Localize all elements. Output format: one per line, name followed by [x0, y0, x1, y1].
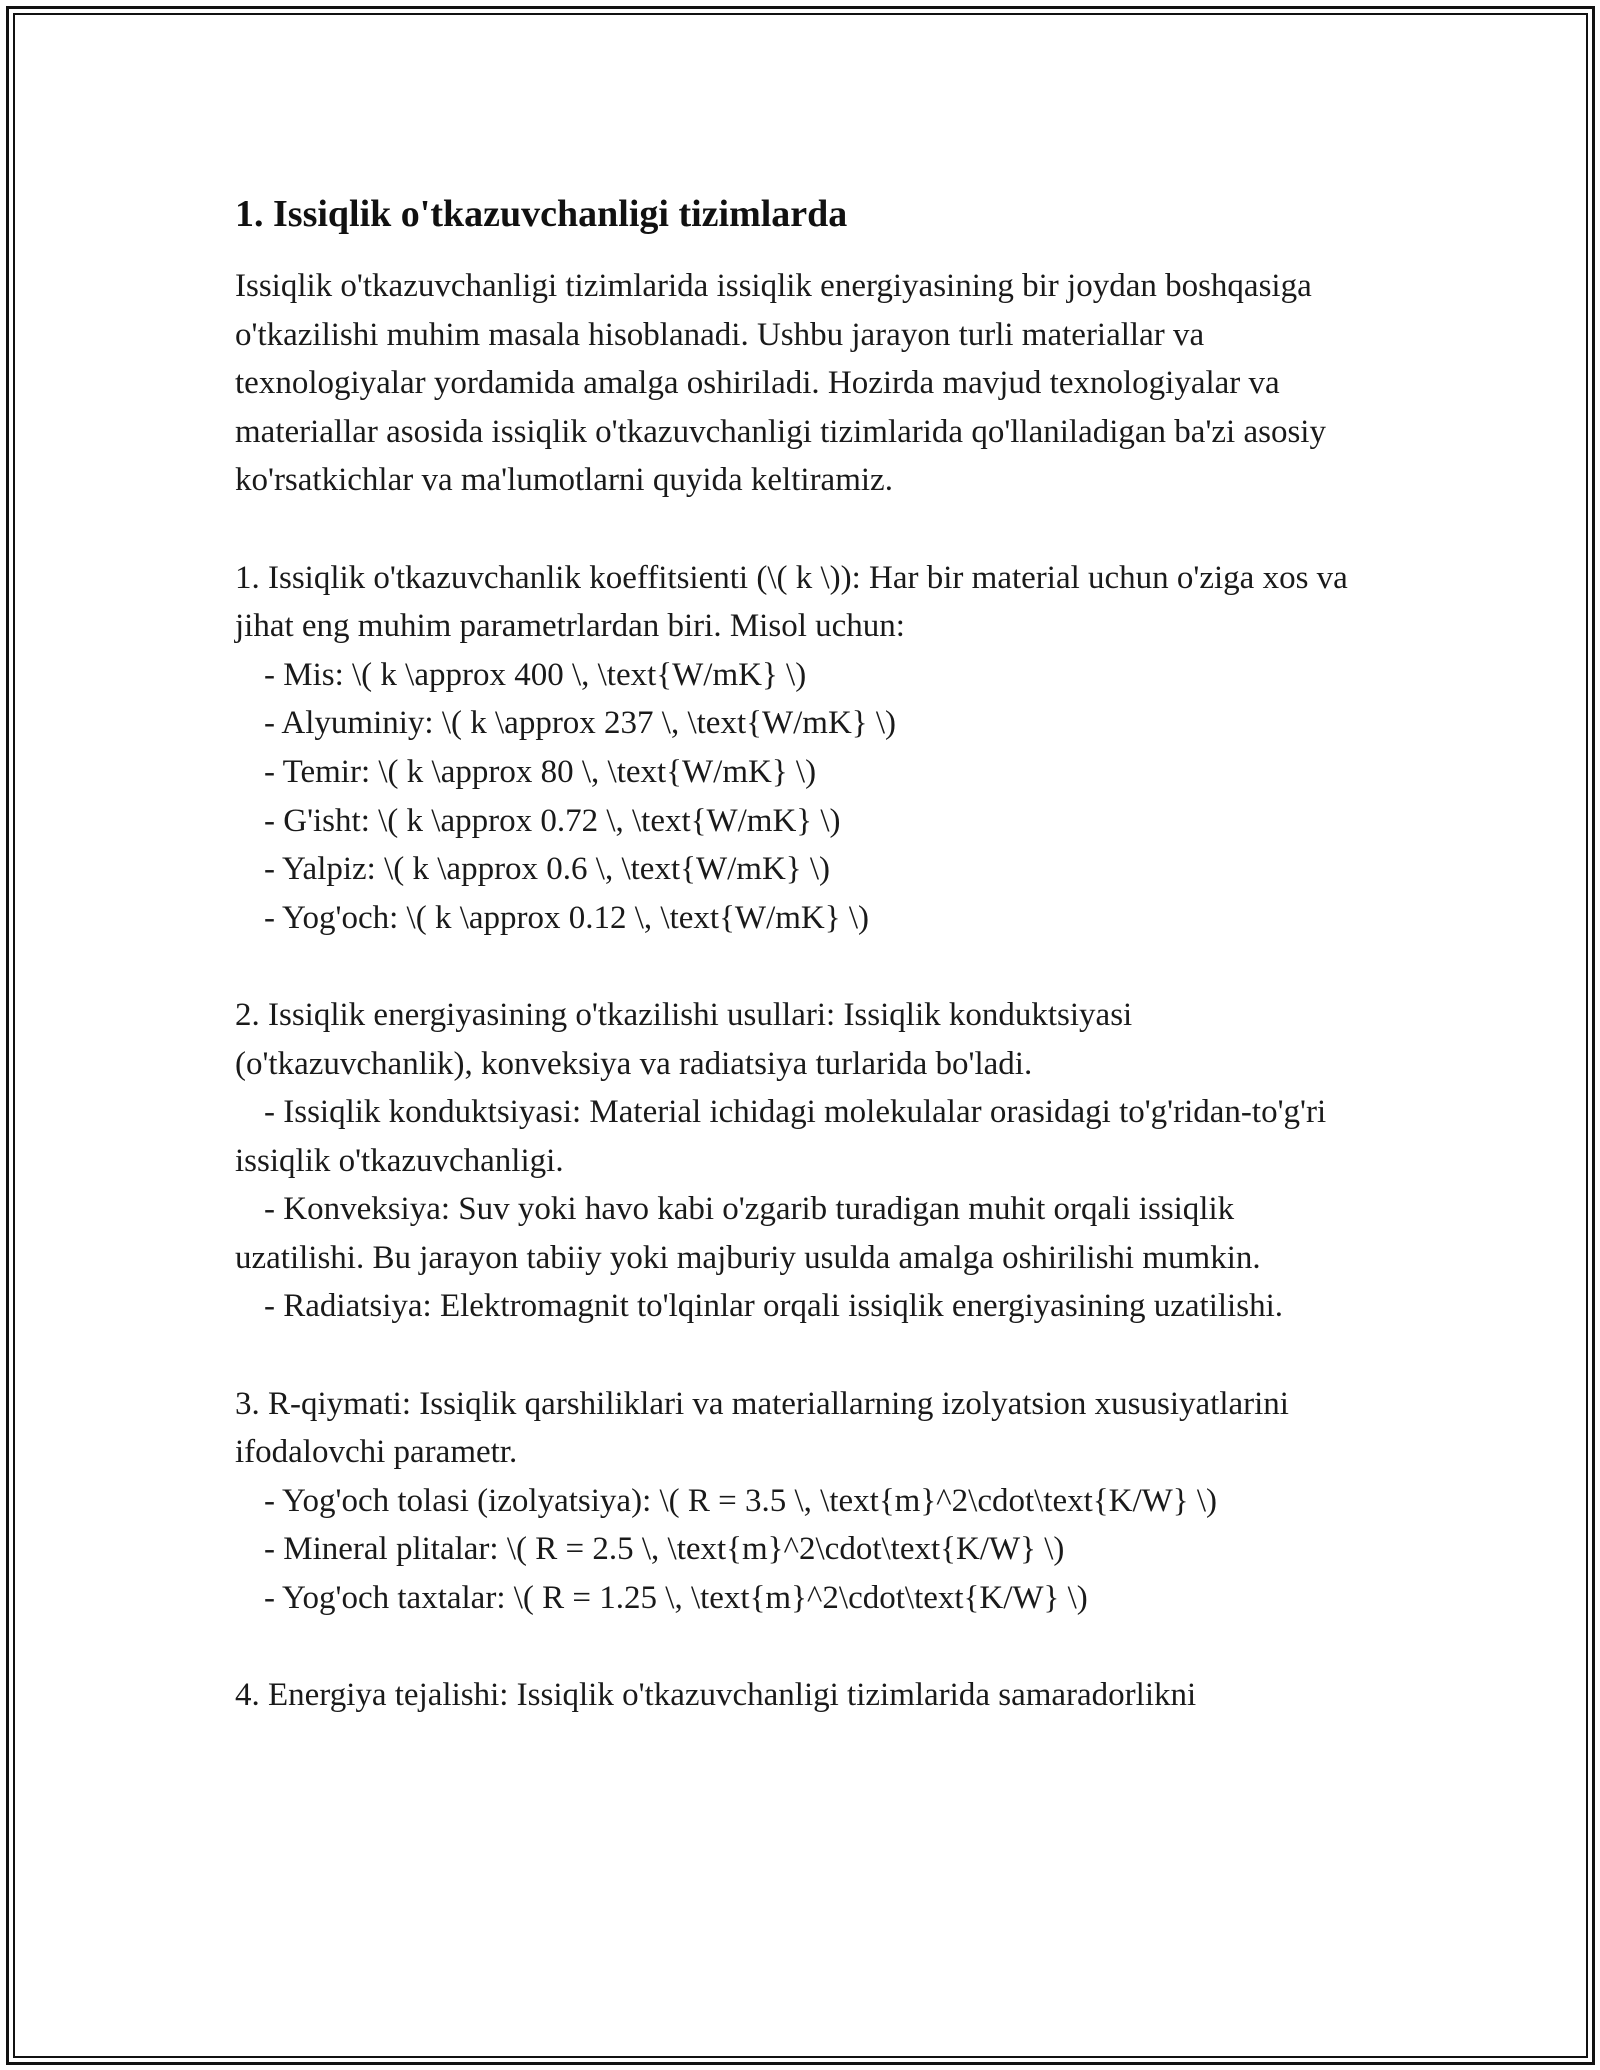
list-item: - Yog'och tolasi (izolyatsiya): \( R = 3.5 \, \text{m}^2\cdot\text{K/W} \)	[264, 1482, 1218, 1519]
section-r-value	[235, 1380, 1365, 1623]
list-item: - Yog'och taxtalar: \( R = 1.25 \, \text{m}^2\cdot\text{K/W} \)	[264, 1580, 1088, 1617]
list-item: - Alyuminiy: \( k \approx 237 \, \text{W/mK} \)	[264, 705, 897, 742]
list-item: - Issiqlik konduktsiyasi: Material ichidagi molekulalar orasidagi to'g'ridan-to'g'ri issiqlik o'tkazuvchanligi.	[235, 1094, 1335, 1179]
section-4-lead: 4. Energiya tejalishi: Issiqlik o'tkazuvchanligi tizimlarida samaradorlikni	[235, 1677, 1197, 1714]
intro-paragraph: Issiqlik o'tkazuvchanligi tizimlarida issiqlik energiyasining bir joydan boshqasiga o'tkazilishi muhim masala hisoblanadi. Ushbu jarayon turli materiallar va texnologiyalar yordamida amalga oshiriladi. Hozirda mavjud texnologiyalar va materiallar asosida issiqlik o'tkazuvchanligi tizimlarida qo'llaniladigan ba'zi asosiy ko'rsatkichlar va ma'lumotlarni quyida keltiramiz.	[235, 268, 1335, 499]
list-item: - Mineral plitalar: \( R = 2.5 \, \text{m}^2\cdot\text{K/W} \)	[264, 1531, 1065, 1568]
section-1-lead: 1. Issiqlik o'tkazuvchanlik koeffitsienti (\( k \)): Har bir material uchun o'ziga xos va jihat eng muhim parametrlardan biri. Misol uchun:	[235, 559, 1357, 645]
page-title: 1. Issiqlik o'tkazuvchanligi tizimlarda	[235, 193, 848, 235]
list-item: - Mis: \( k \approx 400 \, \text{W/mK} \)	[264, 656, 807, 693]
section-transfer-methods	[235, 991, 1365, 1331]
list-item: - Konveksiya: Suv yoki havo kabi o'zgarib turadigan muhit orqali issiqlik uzatilishi. Bu jarayon tabiiy yoki majburiy usulda amalga oshirilishi mumkin.	[235, 1191, 1261, 1276]
section-energy-saving	[235, 1671, 1365, 1720]
list-item: - Temir: \( k \approx 80 \, \text{W/mK} \)	[264, 753, 817, 790]
section-3-lead: 3. R-qiymati: Issiqlik qarshiliklari va materiallarning izolyatsion xususiyatlarini ifodalovchi parametr.	[235, 1385, 1298, 1471]
document-content	[235, 188, 1365, 1720]
list-item: - Yog'och: \( k \approx 0.12 \, \text{W/mK} \)	[264, 899, 869, 936]
list-item: - Radiatsiya: Elektromagnit to'lqinlar orqali issiqlik energiyasining uzatilishi.	[264, 1288, 1283, 1325]
section-conductivity-coefficient	[235, 554, 1365, 943]
section-2-lead: 2. Issiqlik energiyasining o'tkazilishi usullari: Issiqlik konduktsiyasi (o'tkazuvchanlik), konveksiya va radiatsiya turlarida bo'ladi.	[235, 996, 1141, 1082]
list-item: - Yalpiz: \( k \approx 0.6 \, \text{W/mK} \)	[264, 851, 831, 888]
list-item: - G'isht: \( k \approx 0.72 \, \text{W/mK} \)	[264, 802, 841, 839]
